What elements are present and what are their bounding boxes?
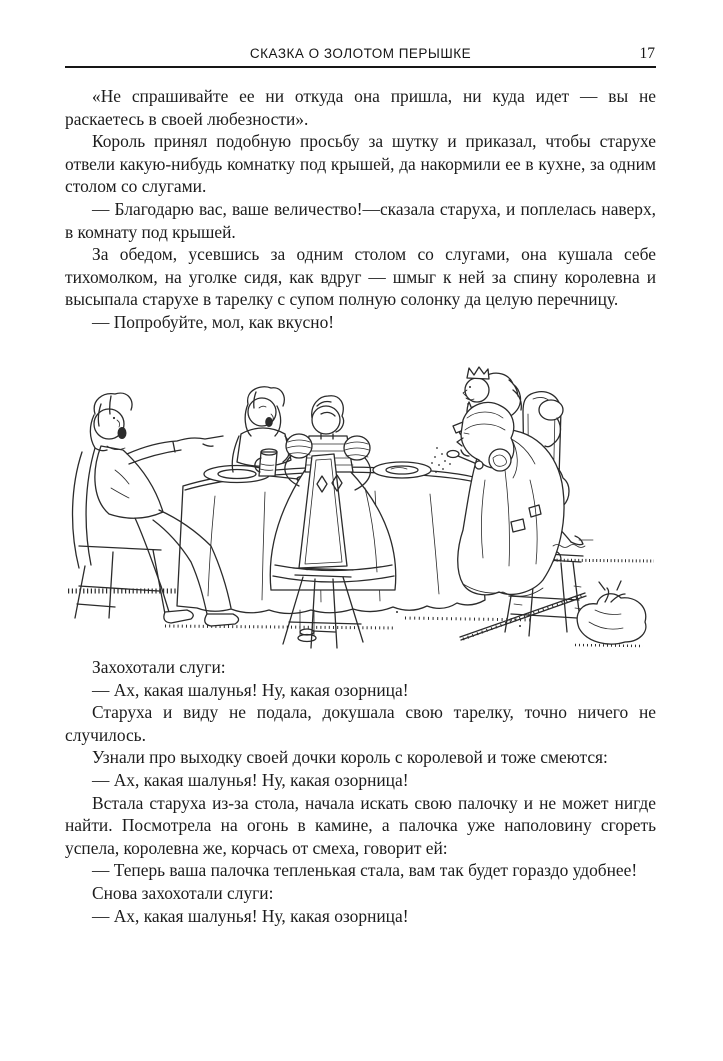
- running-title: СКАЗКА О ЗОЛОТОМ ПЕРЫШКЕ: [249, 46, 472, 61]
- text-block-bottom: [65, 656, 656, 927]
- pointing-arm: [127, 436, 223, 464]
- paragraph: Старуха и виду не подала, докушала свою тарелку, точно ничего не случилось.: [65, 702, 656, 745]
- paragraph: Снова захохотали слуги:: [92, 882, 274, 903]
- paragraph: «Не спрашивайте ее ни откуда она пришла, ни куда идет — вы не раскаетесь в своей любезности».: [65, 86, 656, 129]
- running-head: [65, 44, 656, 68]
- page-number: 17: [639, 45, 655, 62]
- paragraph: Встала старуха из-за стола, начала искать свою палочку и не может нигде найти. Посмотрела на огонь в камине, а палочка уже наполовину сгореть успела, королевна же, корчась от смеха, говорит ей:: [65, 792, 656, 858]
- paragraph: — Теперь ваша палочка тепленькая стала, вам так будет гораздо удобнее!: [92, 860, 638, 881]
- salt-sprinkle: [431, 447, 451, 473]
- bread-in-hand: [489, 449, 511, 471]
- bundle: [575, 581, 646, 646]
- paragraph: — Ах, какая шалунья! Ну, какая озорница!: [92, 769, 409, 790]
- soup-plate: [373, 462, 431, 478]
- paragraph: Король принял подобную просьбу за шутку и приказал, чтобы старухе отвели какую-нибудь комнатку под крышей, да накормили ее в кухне, за одним столом со слугами.: [65, 131, 656, 197]
- servant-with-mug: [232, 387, 291, 476]
- paragraph: — Ах, какая шалунья! Ну, какая озорница!: [92, 679, 409, 700]
- paragraph: — Ах, какая шалунья! Ну, какая озорница!: [92, 905, 409, 926]
- paragraph: Захохотали слуги:: [92, 657, 226, 677]
- paragraph: Узнали про выходку своей дочки король с королевой и тоже смеются:: [92, 747, 608, 768]
- dinner-scene-illustration: [65, 360, 656, 654]
- paragraph: — Благодарю вас, ваше величество!—сказала старуха, и поплелась наверх, в комнату под крышей.: [65, 198, 656, 242]
- paragraph: За обедом, усевшись за одним столом со слугами, она кушала себе тихомолком, на уголке сидя, как вдруг — шмыг к ней за спину королевна и высыпала старухе в тарелку с супом полную солонку да целую перечницу.: [65, 244, 656, 310]
- text-block-top: [65, 85, 656, 334]
- paragraph: — Попробуйте, мол, как вкусно!: [92, 311, 335, 332]
